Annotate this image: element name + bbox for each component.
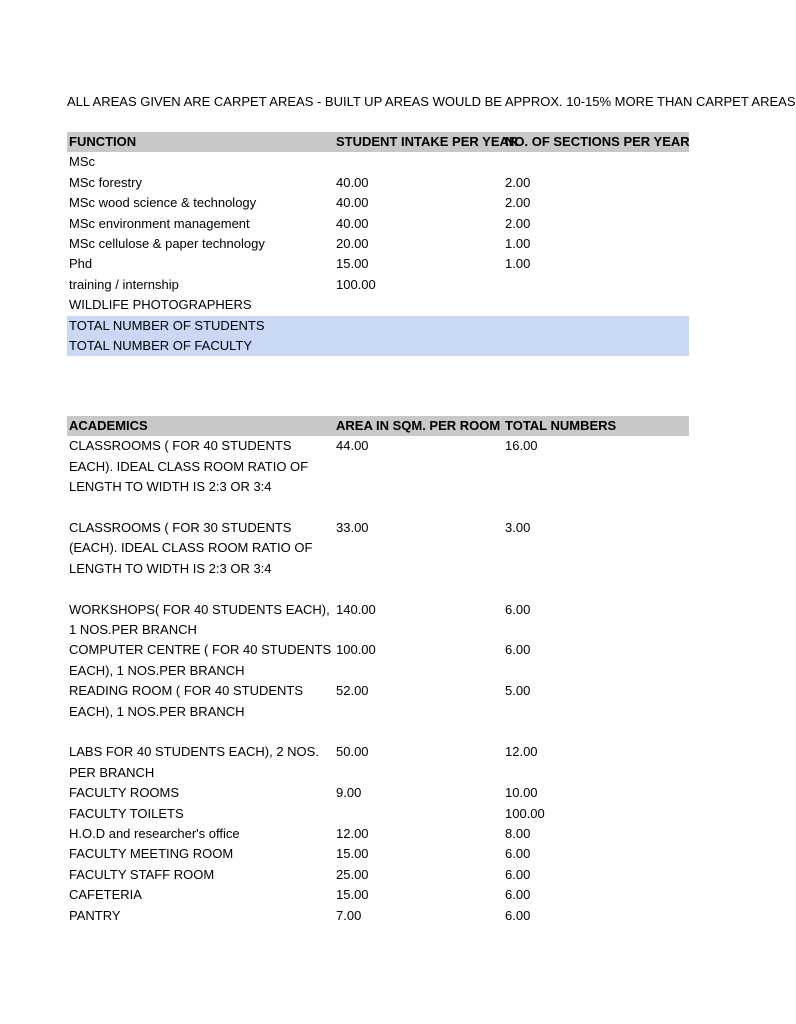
academics-cell: FACULTY STAFF ROOM: [69, 866, 215, 882]
table-row: [67, 742, 689, 783]
table-row: [67, 214, 689, 234]
academics-cell: READING ROOM ( FOR 40 STUDENTS EACH), 1 NOS.PER BRANCH: [69, 683, 304, 719]
academics-cell: FACULTY TOILETS: [69, 805, 184, 821]
area-cell: 7.00: [336, 907, 362, 923]
area-cell: 12.00: [336, 825, 369, 841]
area-cell: 50.00: [336, 744, 369, 760]
total-cell: 10.00: [505, 785, 538, 801]
table-row: [67, 518, 689, 600]
total-cell: 100.00: [505, 805, 545, 821]
table-row: [67, 275, 689, 295]
area-cell: 100.00: [336, 642, 376, 658]
area-cell: 33.00: [336, 519, 369, 535]
table-row: [67, 295, 689, 315]
function-cell: Phd: [69, 256, 93, 272]
sections-cell: 1.00: [505, 235, 531, 251]
table-row: [67, 804, 689, 824]
total-cell: 6.00: [505, 601, 531, 617]
table-row: [67, 640, 689, 681]
academics-cell: H.O.D and researcher's office: [69, 825, 240, 841]
table-row: [67, 173, 689, 193]
table-header-row: [67, 416, 689, 436]
area-cell: 25.00: [336, 866, 369, 882]
academics-cell: WORKSHOPS( FOR 40 STUDENTS EACH), 1 NOS.PER BRANCH: [69, 601, 330, 637]
table-row: [67, 254, 689, 274]
function-cell: MSc: [69, 154, 95, 170]
intake-cell: 100.00: [336, 276, 376, 292]
area-cell: 15.00: [336, 887, 369, 903]
table-row: [67, 906, 689, 926]
function-cell: MSc wood science & technology: [69, 195, 257, 211]
sections-cell: 2.00: [505, 195, 531, 211]
total-students-label: TOTAL NUMBER OF STUDENTS: [69, 317, 265, 333]
academics-cell: FACULTY MEETING ROOM: [69, 846, 234, 862]
area-cell: 15.00: [336, 846, 369, 862]
academics-cell: CLASSROOMS ( FOR 30 STUDENTS (EACH). IDEAL CLASS ROOM RATIO OF LENGTH TO WIDTH IS 2:3 OR 3:4: [69, 519, 313, 576]
academics-cell: COMPUTER CENTRE ( FOR 40 STUDENTS EACH), 1 NOS.PER BRANCH: [69, 642, 332, 678]
table-row: [67, 885, 689, 905]
table-row: [67, 193, 689, 213]
area-cell: 140.00: [336, 601, 376, 617]
header-student-intake: STUDENT INTAKE PER YEAR: [336, 134, 519, 149]
intake-cell: 20.00: [336, 235, 369, 251]
intake-cell: 40.00: [336, 174, 369, 190]
header-total-numbers: TOTAL NUMBERS: [505, 418, 617, 433]
total-cell: 6.00: [505, 866, 531, 882]
header-sections: NO. OF SECTIONS PER YEAR: [505, 134, 690, 149]
header-academics: ACADEMICS: [69, 418, 148, 433]
academics-cell: CAFETERIA: [69, 887, 142, 903]
total-cell: 12.00: [505, 744, 538, 760]
function-cell: MSc cellulose & paper technology: [69, 235, 265, 251]
function-cell: MSc environment management: [69, 215, 250, 231]
area-cell: 9.00: [336, 785, 362, 801]
academics-area-table: [67, 416, 689, 926]
student-intake-table: [67, 132, 689, 356]
total-cell: 16.00: [505, 438, 538, 454]
intake-cell: 40.00: [336, 215, 369, 231]
intake-cell: 15.00: [336, 256, 369, 272]
function-cell: training / internship: [69, 276, 179, 292]
carpet-area-note: ALL AREAS GIVEN ARE CARPET AREAS - BUILT UP AREAS WOULD BE APPROX. 10-15% MORE THAN CARPET AREAS: [67, 94, 796, 109]
academics-cell: PANTRY: [69, 907, 121, 923]
table-row: [67, 152, 689, 172]
total-cell: 3.00: [505, 519, 531, 535]
sections-cell: 2.00: [505, 215, 531, 231]
intake-cell: 40.00: [336, 195, 369, 211]
header-function: FUNCTION: [69, 134, 137, 149]
table-row: [67, 824, 689, 844]
table-row: [67, 681, 689, 742]
total-cell: 5.00: [505, 683, 531, 699]
sections-cell: 2.00: [505, 174, 531, 190]
header-area-per-room: AREA IN SQM. PER ROOM: [336, 418, 501, 433]
table-header-row: [67, 132, 689, 152]
academics-cell: LABS FOR 40 STUDENTS EACH), 2 NOS. PER BRANCH: [69, 744, 319, 780]
area-cell: 52.00: [336, 683, 369, 699]
total-cell: 6.00: [505, 846, 531, 862]
table-row: [67, 865, 689, 885]
total-faculty-row: [67, 336, 689, 356]
table-row: [67, 436, 689, 518]
total-cell: 8.00: [505, 825, 531, 841]
area-cell: 44.00: [336, 438, 369, 454]
function-cell: MSc forestry: [69, 174, 142, 190]
table-row: [67, 783, 689, 803]
function-cell: WILDLIFE PHOTOGRAPHERS: [69, 297, 252, 313]
total-faculty-label: TOTAL NUMBER OF FACULTY: [69, 337, 252, 353]
total-cell: 6.00: [505, 907, 531, 923]
table-row: [67, 600, 689, 641]
table-row: [67, 844, 689, 864]
table-row: [67, 234, 689, 254]
total-cell: 6.00: [505, 887, 531, 903]
academics-cell: FACULTY ROOMS: [69, 785, 180, 801]
total-cell: 6.00: [505, 642, 531, 658]
total-students-row: [67, 316, 689, 336]
academics-cell: CLASSROOMS ( FOR 40 STUDENTS EACH). IDEAL CLASS ROOM RATIO OF LENGTH TO WIDTH IS 2:3 OR 3:4: [69, 438, 309, 495]
sections-cell: 1.00: [505, 256, 531, 272]
